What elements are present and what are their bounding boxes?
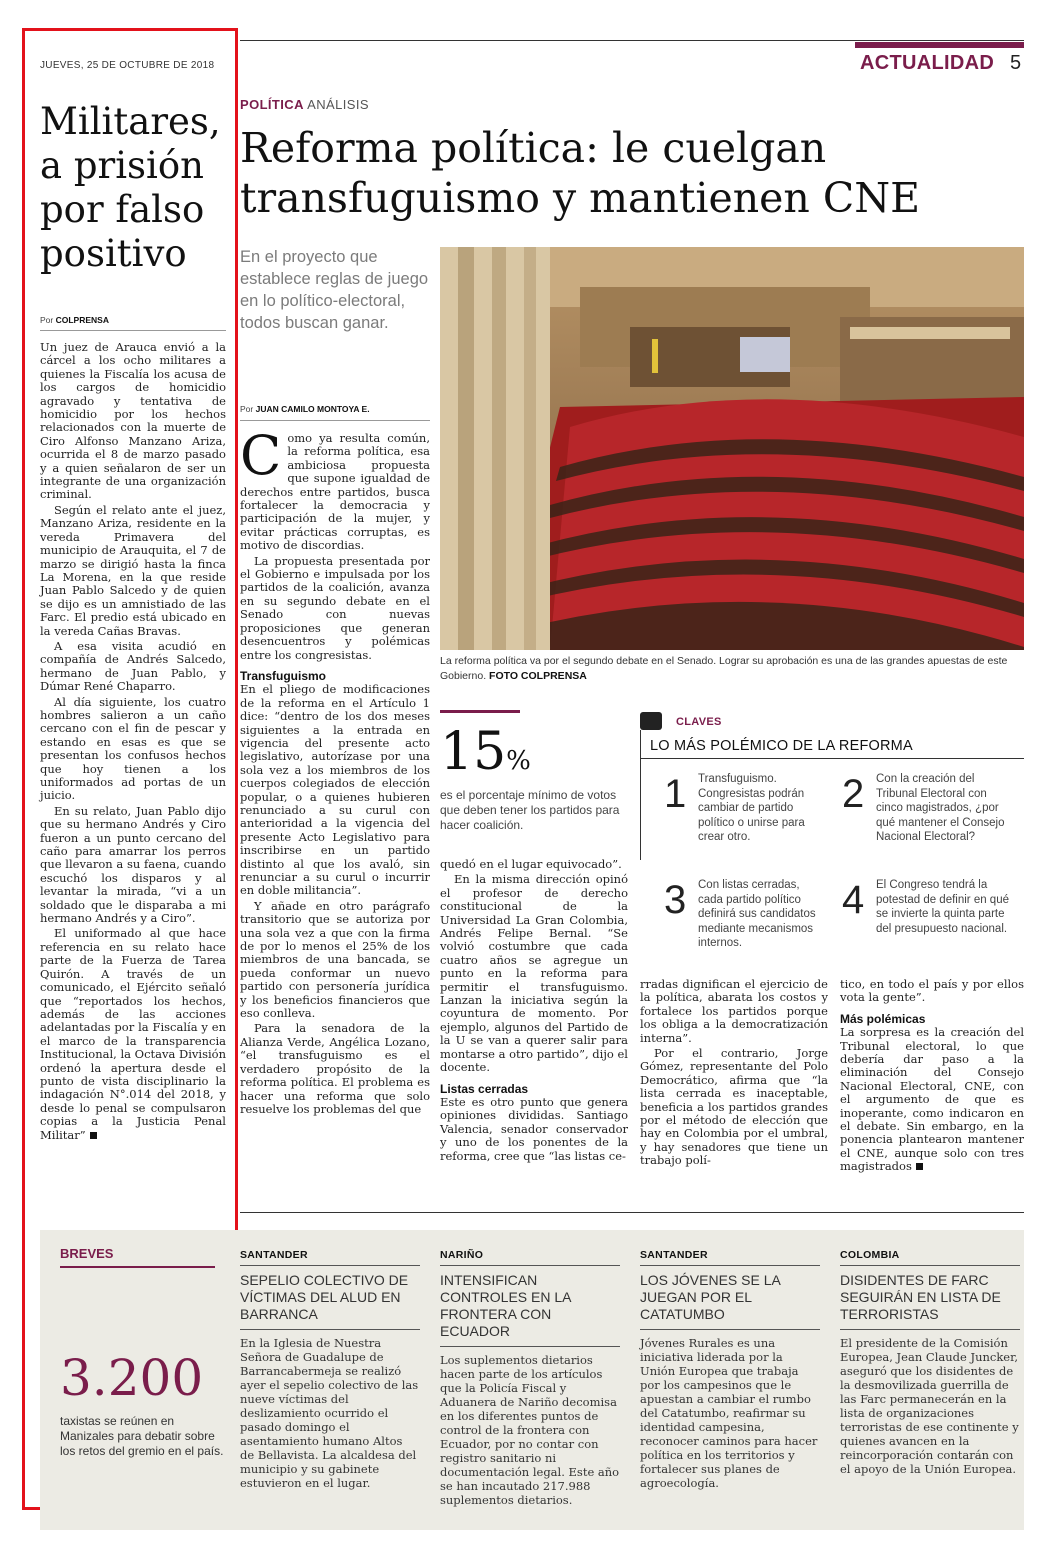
clave-text: Transfuguismo. Congresistas podrán cambiar de partido político o unirse para crear otro.	[698, 773, 805, 843]
brief-tag: SANTANDER	[240, 1249, 308, 1261]
chamber-illustration	[440, 247, 1024, 650]
clave-number: 3	[664, 878, 687, 922]
brief-tag: SANTANDER	[640, 1249, 708, 1261]
puzzle-icon	[640, 712, 662, 730]
left-title-line: por falso	[40, 188, 205, 231]
paragraph-text: omo ya resulta común, la reforma política, esa ambiciosa propuesta que supone igualdad de derechos entre partidos, busca fortalecer la democracia y participación de la mujer, y evitar prácticas corruptas, es motivo de discordias.	[240, 431, 430, 553]
paragraph: Un juez de Arauca envió a la cárcel a los ocho militares a quienes la Fiscalía los acusa de los cargos de homicidio agravado y tentativa de homicidio por los hechos relacionados con la muerte de Ciro Alfonso Manzano Ariza, ocurrida el 8 de marzo pasado y a quien señalaron de ser un integrante de una organización criminal.	[40, 340, 226, 502]
brief-rule	[640, 1329, 820, 1330]
left-title-line: Militares,	[40, 100, 221, 143]
brief-item	[840, 1249, 1020, 1476]
brief-body: En la Iglesia de Nuestra Señora de Guadalupe de Barrancabermeja se realizó ayer el sepelio colectivo de las nueve víctimas del deslizamiento ocurrido el pasado domingo el asentamiento humano Altos de Bellavista. La alcaldesa del municipio y su gabinete estuvieron en el lugar.	[240, 1336, 419, 1490]
paragraph-text: La sorpresa es la creación del Tribunal electoral, lo que debería dar paso a la eliminación del Consejo Nacional Electoral, CNE, con el argumento de que es inoperante, como indicaron en el debate. Sin embargo, en la ponencia plantearon mantener el CNE, aunque solo con tres magistrados	[840, 1025, 1024, 1174]
main-byline-rule	[240, 420, 430, 421]
brief-rule	[440, 1265, 620, 1266]
end-mark-icon	[916, 1163, 923, 1170]
brief-body: Jóvenes Rurales es una iniciativa liderada por la Unión Europea que trabaja por los campesinos que le apuestan a cambiar el rumbo del Catatumbo, reafirmar su identidad campesina, reconocer caminos para hacer política en los territorios y fortalecer sus planes de agroecología.	[640, 1336, 818, 1490]
kicker	[240, 97, 369, 112]
brief-tag: NARIÑO	[440, 1249, 484, 1261]
clave-text: Con la creación del Tribunal Electoral con cinco magistrados, ¿por qué mantener el Consejo Nacional Electoral?	[876, 773, 1005, 843]
brief-rule	[240, 1329, 420, 1330]
publication-date: JUEVES, 25 DE OCTUBRE DE 2018	[40, 60, 215, 71]
claves-rule	[640, 758, 1024, 759]
breves-rule	[60, 1266, 215, 1268]
clave-text: El Congreso tendrá la potestad de definir en qué se invierte la quinta parte del presupuesto nacional.	[876, 879, 1009, 935]
brief-rule	[440, 1346, 620, 1347]
subhead: Listas cerradas	[440, 1081, 529, 1096]
drop-cap: C	[240, 424, 282, 487]
brief-tag: COLOMBIA	[840, 1249, 900, 1261]
brief-rule	[640, 1265, 820, 1266]
paragraph: Según el relato ante el juez, Manzano Ariza, residente en la vereda Primavera del municipio de Arauquita, el 7 de marzo se dirigió hasta la finca La Morena, en la que reside Juan Pablo Salcedo y de quien se dijo es un amnistiado de las Farc. El predio está ubicado en la vereda Cañas Bravas.	[40, 502, 226, 638]
breves-big-text: taxistas se reúnen en Manizales para debatir sobre los retos del gremio en el país.	[60, 1414, 224, 1458]
main-col-4	[840, 978, 1024, 1176]
kicker-type: ANÁLISIS	[307, 97, 369, 112]
page-number: 5	[1010, 52, 1022, 74]
stat-text: es el porcentaje mínimo de votos que deben tener los partidos para hacer coalición.	[440, 788, 620, 832]
clave-number: 4	[842, 878, 865, 922]
clave-number: 2	[842, 772, 865, 816]
stat-value: 15	[440, 722, 507, 782]
paragraph: Este es otro punto que genera opiniones divididas. Santiago Valencia, senador conservador y uno de los ponentes de la reforma, cree que “las listas ce-	[440, 1094, 628, 1163]
brief-body: El presidente de la Comisión Europea, Jean Claude Juncker, aseguró que los disidentes de la desmovilizada guerrilla de las Farc permanecerán en la lista de organizaciones terroristas de ese continente y quienes avancen en la reincorporación contarán con el apoyo de la Unión Europea.	[840, 1336, 1019, 1476]
breves-big-number: 3.200	[60, 1349, 204, 1407]
brief-item	[640, 1249, 820, 1490]
main-col-2	[440, 858, 628, 1165]
paragraph: A esa visita acudió en compañía de Andrés Salcedo, hermano de Juan Pablo, y Dúmar René Chaparro.	[40, 638, 226, 694]
byline-prefix: Por	[240, 404, 254, 414]
paragraph: rradas dignifican el ejercicio de la política, abarata los costos y fortalece los partidos porque los obliga a la democratización interna”.	[640, 977, 828, 1045]
main-dek: En el proyecto que establece reglas de juego en lo político-electoral, todos buscan ganar.	[240, 248, 429, 332]
paragraph: En la misma dirección opinó el profesor de derecho constitucional de la Universidad La Gran Colombia, Andrés Felipe Bernal. “Se volvió costumbre que cada cuatro años se agregue un punto en la reforma para permitir el transfuguismo. Lanzan la iniciativa según la coyuntura de momento. Por ejemplo, algunos del Partido de la U se van a querer salir para montarse a otro partido”, dijo el docente.	[440, 872, 628, 1075]
brief-rule	[840, 1265, 1020, 1266]
subhead: Transfuguismo	[240, 668, 327, 683]
stat-unit: %	[506, 746, 531, 776]
breves-title: BREVES	[60, 1246, 114, 1261]
top-rule	[240, 40, 1024, 41]
main-col-3	[640, 978, 828, 1170]
byline-prefix: Por	[40, 315, 54, 325]
paragraph: Y añade en otro parágrafo transitorio que se autoriza por una sola vez a que con la firma de por lo menos el 25% de los miembros de una bancada, se pueda conformar un nuevo partido con personería jurídica y los beneficios financieros que eso conlleva.	[240, 898, 430, 1021]
byline-author: JUAN CAMILO MONTOYA E.	[255, 404, 370, 414]
claves-title: LO MÁS POLÉMICO DE LA REFORMA	[650, 738, 913, 754]
paragraph: Para la senadora de la Alianza Verde, Angélica Lozano, “el transfuguismo es el verdadero propósito de la reforma política. El problema es hacer una reforma que solo resuelve los problemas del que	[240, 1021, 430, 1116]
brief-item	[240, 1249, 420, 1490]
clave-number: 1	[664, 772, 687, 816]
paragraph: quedó en el lugar equivocado”.	[440, 857, 622, 871]
left-title-line: positivo	[40, 232, 187, 275]
paragraph: En su relato, Juan Pablo dijo que su hermano Andrés y Ciro fueron a un punto cercano del caño para amarrar los perros que llevaron a su faena, cuando escuchó los disparos y al levantar la mirada, “vi a un soldado que le disparaba a mi hermano Andrés y a Ciro”.	[40, 803, 226, 926]
paragraph	[840, 1026, 1024, 1173]
paragraph: Por el contrario, Jorge Gómez, representante del Polo Democrático, afirma que “la lista cerrada es inaceptable, beneficia a los partidos grandes por el método de elección que hay en Colombia por el umbral, y hay senadores que tiene un trabajo polí-	[640, 1046, 828, 1168]
brief-rule	[840, 1329, 1020, 1330]
kicker-section: POLÍTICA	[240, 97, 304, 112]
section-name: ACTUALIDAD	[860, 52, 995, 74]
brief-item	[440, 1249, 620, 1507]
paragraph: En el pliego de modificaciones de la reforma en el Artículo 1 dice: “dentro de los dos meses siguientes a la entrada en vigencia del presente acto legislativo, autorízase por una sola vez a los miembros de los cuerpos colegiados de elección popular, o a quienes hubieren renunciado a su curul con anterioridad a la vigencia del presente Acto Legislativo para inscribirse en un partido distinto al que los avaló, sin renunciar a su curul o incurrir en doble militancia”.	[240, 682, 430, 898]
claves-side-rule	[640, 730, 641, 860]
main-headline	[240, 123, 1024, 223]
caption-credit: FOTO COLPRENSA	[489, 670, 587, 682]
paragraph: tico, en todo el país y por ellos vota la gente”.	[840, 977, 1024, 1005]
left-title-line: a prisión	[40, 144, 204, 187]
headline-line: Reforma política: le cuelgan	[240, 124, 827, 172]
byline-author: COLPRENSA	[55, 315, 109, 325]
bottom-rule	[240, 1212, 1024, 1213]
subhead: Más polémicas	[840, 1011, 926, 1026]
claves-label: CLAVES	[676, 716, 722, 728]
brief-rule	[240, 1265, 420, 1266]
caption-text: La reforma política va por el segundo debate en el Senado. Lograr su aprobación es una de las grandes apuestas de este Gobierno.	[440, 655, 1008, 682]
section-color-bar	[855, 42, 1024, 48]
main-col-1	[240, 424, 430, 1118]
paragraph: Al día siguiente, los cuatro hombres salieron a un caño cercano con el fin de pescar y estando en esas es que se presentan los confusos hechos que hoy tienen a los uniformados ad portas de un juicio.	[40, 694, 226, 803]
paragraph: La propuesta presentada por el Gobierno e impulsada por los partidos de la coalición, avanza en su segundo debate en el Senado con nuevas proposiciones que generan desencuentros y polémicas entre los congresistas.	[240, 553, 430, 662]
clave-text: Con listas cerradas, cada partido político definirá sus candidatos mediante mecanismos internos.	[698, 879, 816, 949]
brief-headline: LOS JÓVENES SE LA JUEGAN POR EL CATATUMBO	[640, 1272, 781, 1322]
headline-line: transfuguismo y mantienen CNE	[240, 174, 921, 222]
paragraph-text: El uniformado al que hace referencia en su relato hace parte de la Fuerza de Tarea Quirón. A través de un comunicado, el Ejército señaló que “reportados los hechos, además de las acciones adelantadas por la Fiscalía y en el marco de la transparencia Institucional, la Octava División ordenó la apertura desde el punto de vista disciplinario la indagación N°.014 del 2018, y desde lo penal se compulsaron copias a la Justicia Penal Militar”	[40, 926, 226, 1142]
brief-body: Los suplementos dietarios hacen parte de los artículos que la Policía Fiscal y Aduanera de Nariño decomisa en los diferentes puntos de control de la frontera con Ecuador, por no contar con registro sanitario ni documentación legal. Este año se han incautado 217.988 suplementos dietarios.	[440, 1353, 620, 1507]
stat-accent-rule	[440, 710, 520, 713]
brief-headline: SEPELIO COLECTIVO DE VÍCTIMAS DEL ALUD EN BARRANCA	[240, 1272, 409, 1322]
brief-headline: INTENSIFICAN CONTROLES EN LA FRONTERA CON ECUADOR	[440, 1272, 571, 1339]
paragraph	[240, 424, 430, 553]
stat-number	[440, 722, 531, 791]
main-byline	[240, 404, 370, 414]
brief-headline: DISIDENTES DE FARC SEGUIRÁN EN LISTA DE TERRORISTAS	[840, 1272, 1001, 1322]
senate-chamber-photo	[440, 247, 1024, 650]
photo-caption	[440, 654, 1024, 684]
